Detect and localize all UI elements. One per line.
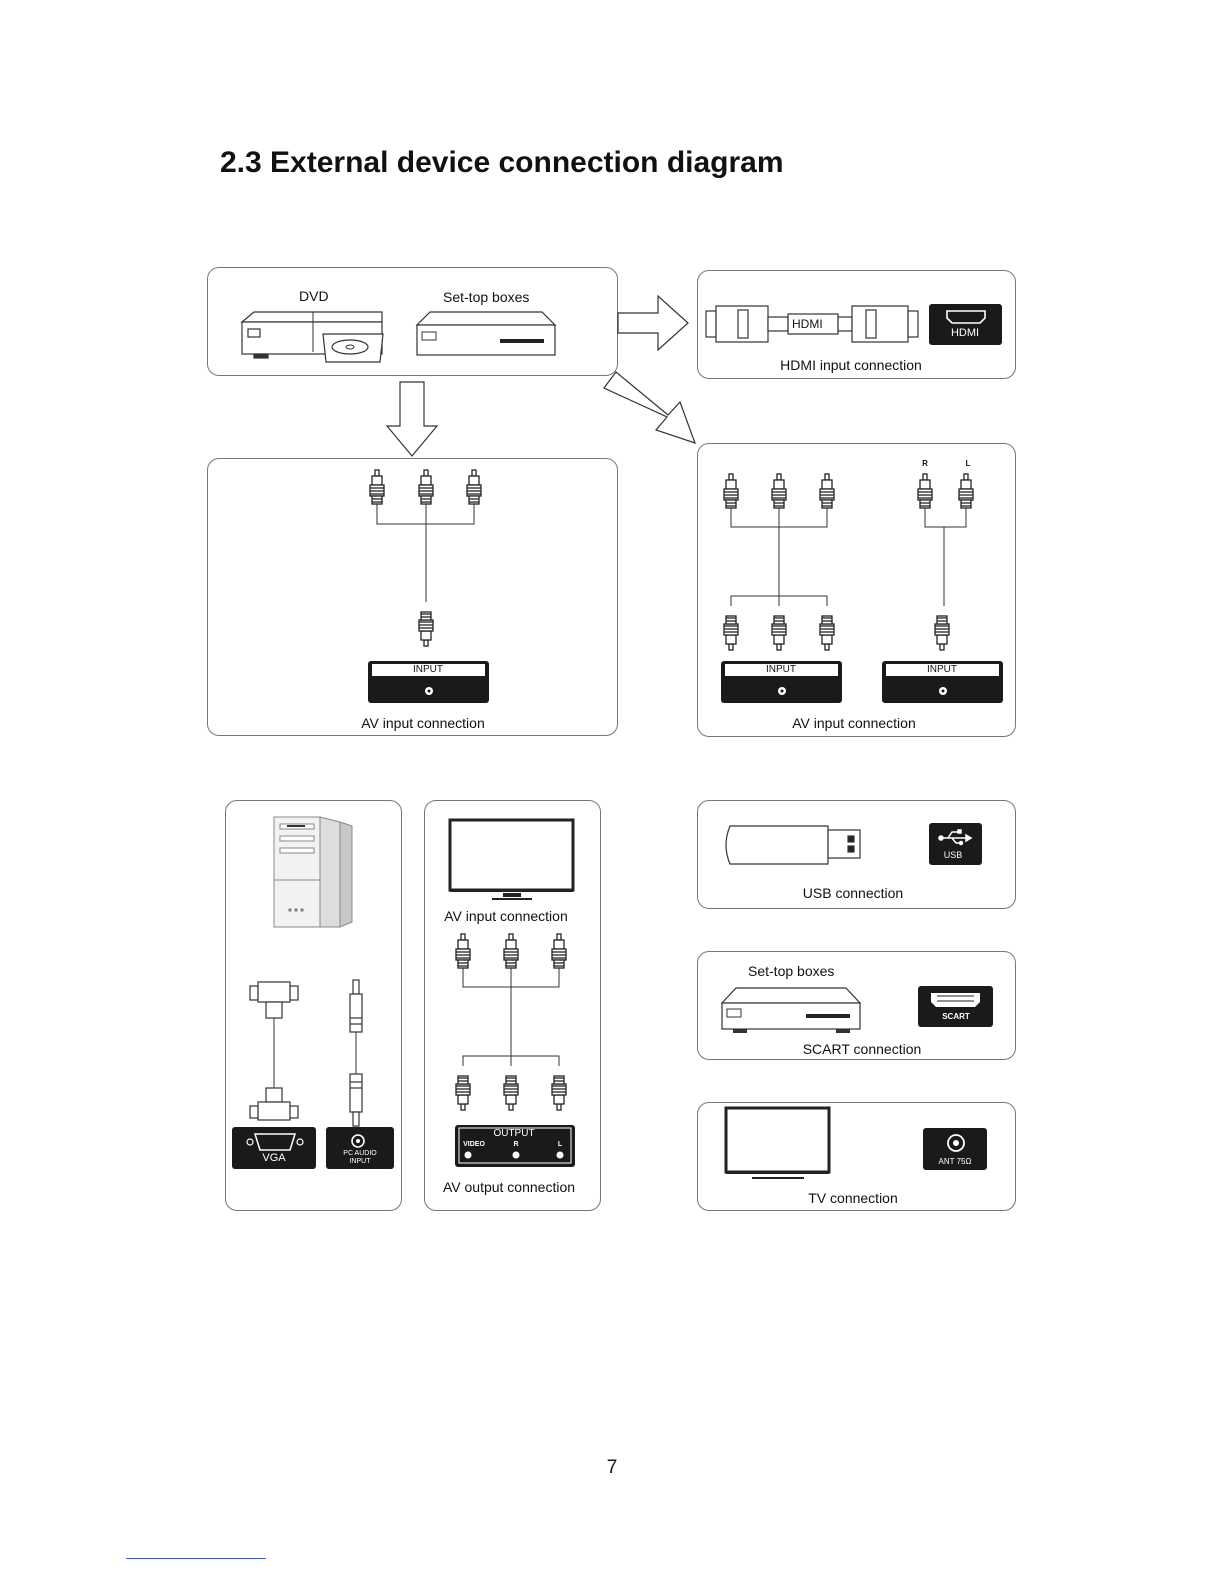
page-title: 2.3 External device connection diagram <box>220 146 784 179</box>
dvd-player-icon <box>242 312 383 362</box>
pc-audio-cable-icon <box>350 980 362 1126</box>
arrow-right-to-hdmi <box>618 296 688 350</box>
settop-label: Set-top boxes <box>443 289 530 305</box>
tv-icon <box>726 1108 829 1178</box>
pc-audio-line1: PC AUDIO <box>343 1150 377 1157</box>
usb-caption: USB connection <box>802 885 904 901</box>
av-out-top-caption: AV input connection <box>444 908 568 924</box>
usb-stick-icon <box>726 826 860 864</box>
av-left-port-label: INPUT <box>413 664 443 675</box>
output-r-label: R <box>513 1141 519 1148</box>
settop-box-icon <box>417 312 555 355</box>
hdmi-caption: HDMI input connection <box>780 357 922 373</box>
arrow-down-to-av <box>387 382 437 456</box>
tv-monitor-icon <box>450 820 573 899</box>
pc-audio-line2: INPUT <box>349 1158 371 1165</box>
tv-caption: TV connection <box>808 1190 898 1206</box>
av-right-l-label: L <box>965 459 971 468</box>
antenna-port-label: ANT 75Ω <box>938 1157 972 1166</box>
av-right-rca-cable-icon <box>724 474 973 650</box>
av-left-caption: AV input connection <box>361 715 485 731</box>
output-video-label: VIDEO <box>463 1141 485 1148</box>
scart-port-label: SCART <box>942 1012 970 1021</box>
vga-cable-icon <box>250 982 298 1120</box>
hdmi-cable-label: HDMI <box>792 317 823 331</box>
footer-rule <box>126 1558 266 1559</box>
scart-settop-label: Set-top boxes <box>748 963 835 979</box>
av-right-r-label: R <box>922 459 928 468</box>
output-label: OUTPUT <box>493 1128 535 1139</box>
pc-audio-port-label <box>343 1150 376 1166</box>
settop-box-scart-icon <box>722 988 860 1033</box>
dvd-label: DVD <box>299 288 329 304</box>
usb-port-label: USB <box>943 850 963 860</box>
arrow-diagonal-to-av <box>604 372 695 443</box>
hdmi-port-label: HDMI <box>950 327 980 339</box>
av-left-rca-cable-icon <box>370 470 481 646</box>
scart-caption: SCART connection <box>802 1041 922 1057</box>
av-output-rca-cable-icon <box>456 934 566 1110</box>
av-output-caption: AV output connection <box>442 1179 576 1195</box>
av-right-caption: AV input connection <box>792 715 916 731</box>
av-right-port1-label: INPUT <box>766 664 796 675</box>
pc-tower-icon <box>274 817 352 927</box>
output-l-label: L <box>557 1141 563 1148</box>
vga-port-label: VGA <box>262 1152 286 1164</box>
page-number: 7 <box>606 1457 618 1478</box>
av-right-port2-label: INPUT <box>927 664 957 675</box>
